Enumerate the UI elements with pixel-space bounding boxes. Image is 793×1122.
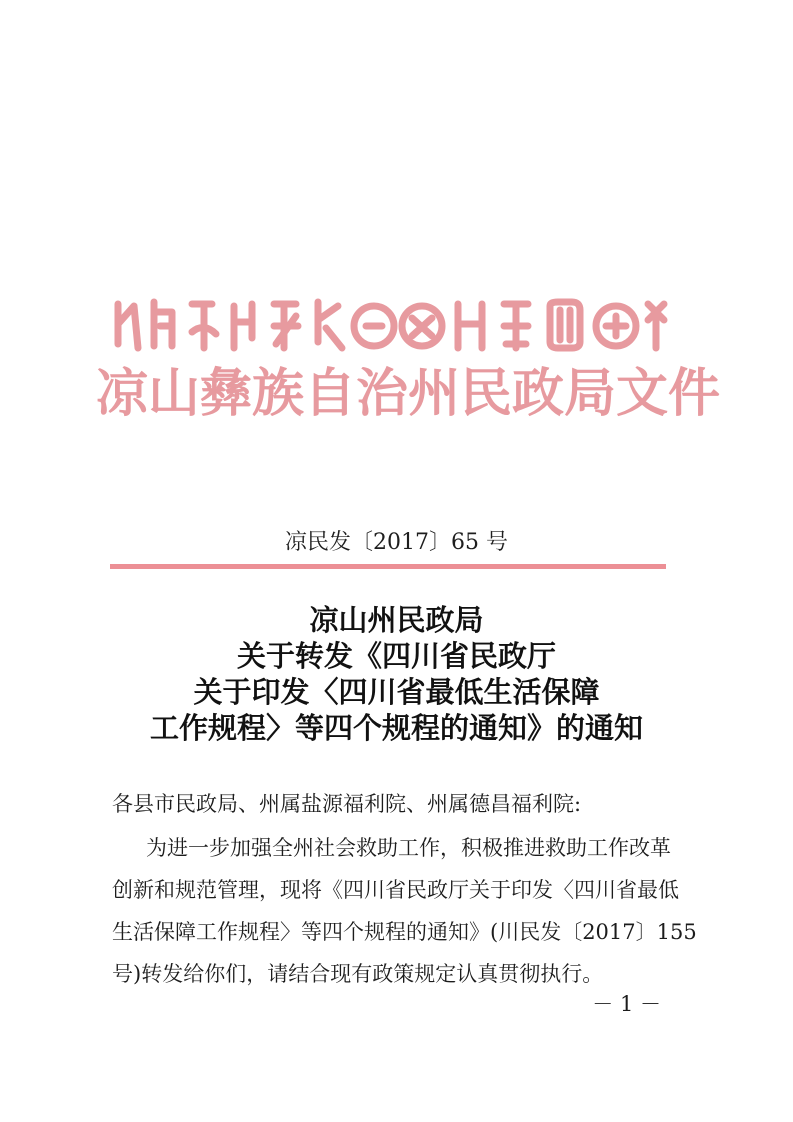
notice-title-line: 关于转发《四川省民政厅 [236, 639, 556, 673]
notice-title-line: 关于印发〈四川省最低生活保障 [193, 675, 600, 709]
recipients-line: 各县市民政局、州属盐源福利院、州属德昌福利院: [112, 792, 582, 816]
organization-title: 凉山彝族自治州民政局文件 [96, 363, 721, 424]
body-line: 生活保障工作规程〉等四个规程的通知》(川民发〔2017〕155 [112, 920, 697, 944]
notice-title-line: 凉山州民政局 [309, 603, 484, 637]
yi-script-banner-icon [112, 292, 672, 356]
body-line: 为进一步加强全州社会救助工作，积极推进救助工作改革 [146, 836, 671, 860]
body-line: 创新和规范管理，现将《四川省民政厅关于印发〈四川省最低 [112, 878, 679, 902]
body-line: 号)转发给你们，请结合现有政策规定认真贯彻执行。 [112, 962, 604, 986]
body-paragraph [112, 834, 697, 1002]
header-divider [110, 564, 666, 569]
page-number: － 1 － [592, 992, 661, 1016]
notice-title [0, 602, 793, 746]
notice-title-line: 工作规程〉等四个规程的通知》的通知 [149, 711, 643, 745]
document-number: 凉民发〔2017〕65 号 [285, 530, 508, 555]
